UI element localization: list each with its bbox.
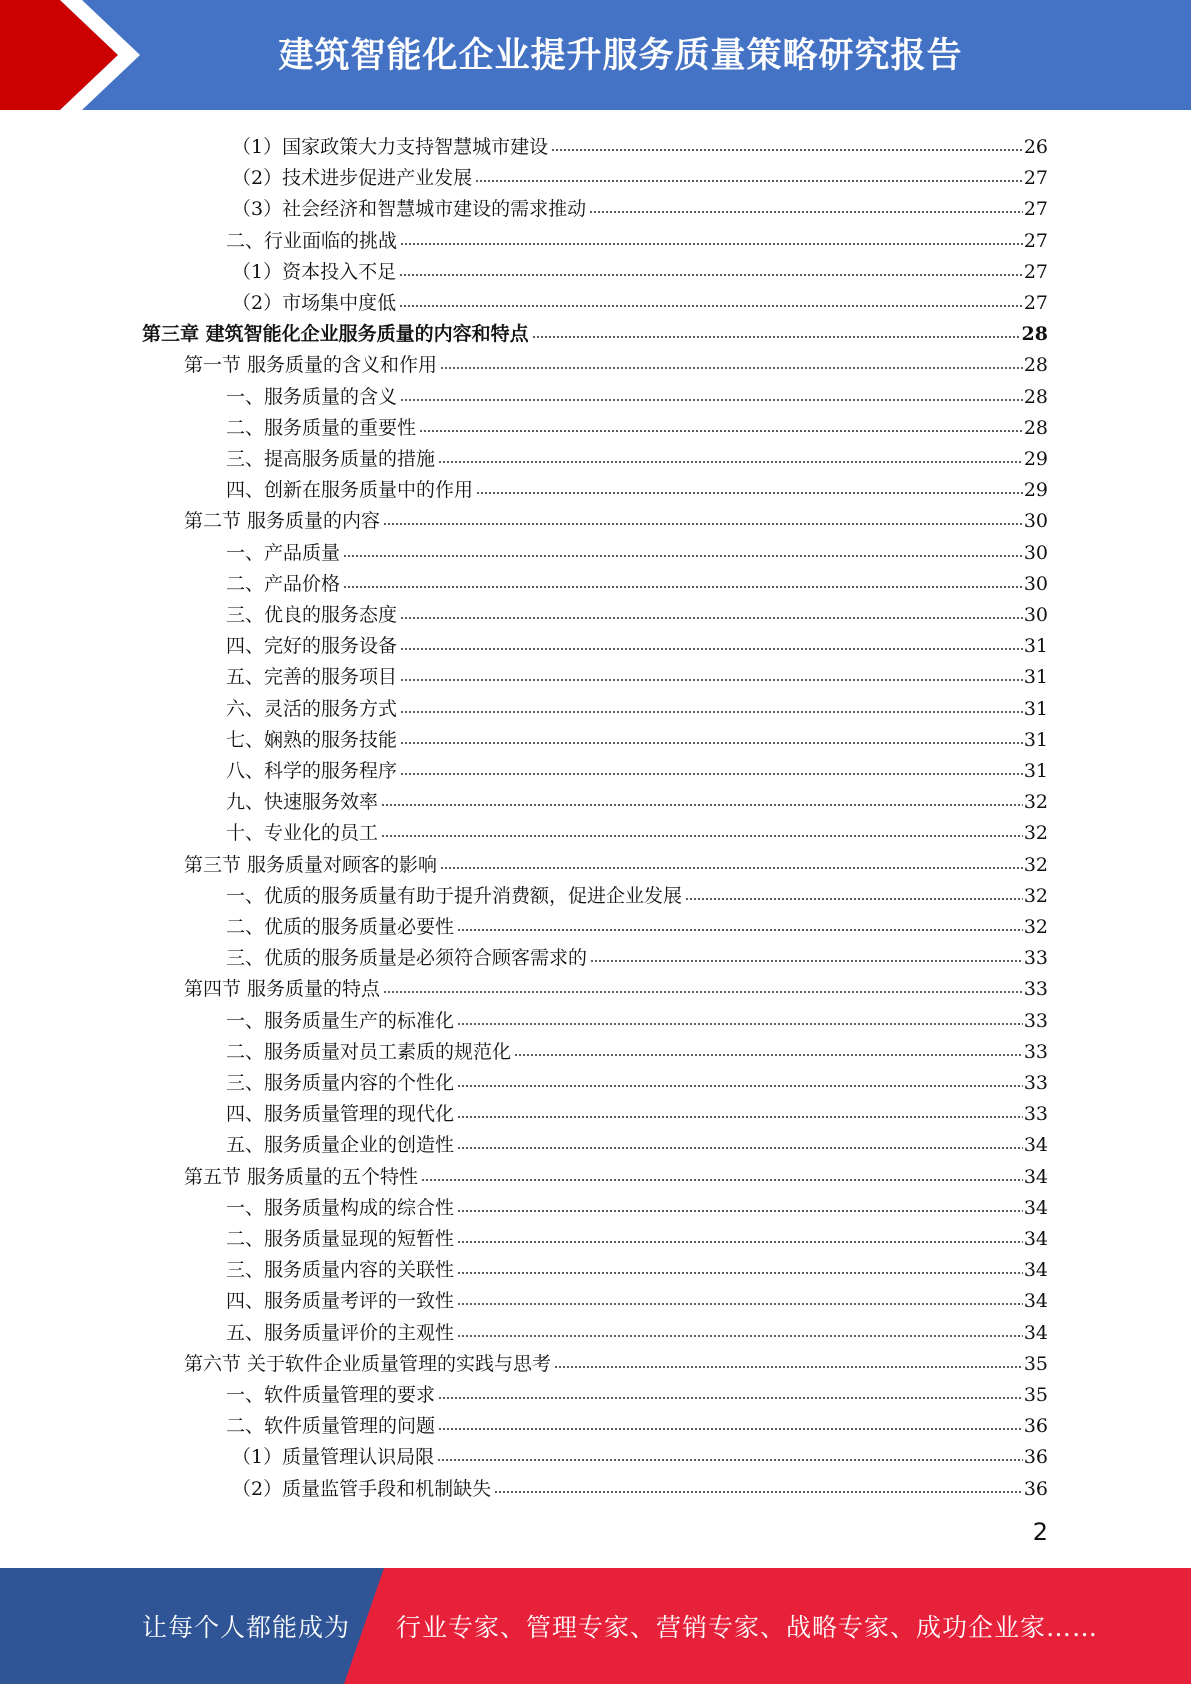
toc-section-entry[interactable] — [184, 846, 1048, 877]
toc-entry-label: 二、服务质量对员工素质的规范化 — [226, 1040, 512, 1063]
toc-entry-page: 33 — [1023, 1040, 1048, 1063]
toc-entry-page: 31 — [1023, 728, 1048, 751]
footer-slogan-left: 让每个人都能成为 — [142, 1613, 351, 1642]
toc-entry-label: 二、产品价格 — [226, 572, 341, 595]
toc-entry[interactable] — [226, 596, 1048, 627]
toc-entry-label: 一、产品质量 — [226, 541, 341, 564]
toc-entry-label: 第三节 服务质量对顾客的影响 — [184, 853, 438, 876]
toc-entry[interactable] — [226, 1220, 1048, 1251]
toc-dot-leader — [400, 241, 1023, 247]
toc-entry-label: 一、软件质量管理的要求 — [226, 1384, 436, 1406]
toc-entry-page: 33 — [1023, 1009, 1048, 1032]
toc-entry[interactable] — [226, 1251, 1048, 1282]
toc-dot-leader — [457, 1270, 1023, 1276]
toc-dot-leader — [457, 1083, 1023, 1089]
toc-entry[interactable] — [226, 1314, 1048, 1345]
toc-entry[interactable] — [226, 814, 1048, 845]
toc-dot-leader — [438, 1395, 1023, 1401]
toc-dot-leader — [400, 646, 1023, 652]
toc-entry-label: （1）国家政策大力支持智慧城市建设 — [232, 136, 549, 158]
toc-entry-label: 三、服务质量内容的关联性 — [226, 1259, 455, 1282]
toc-entry-label: （3）社会经济和智慧城市建设的需求推动 — [232, 198, 587, 221]
report-title: 建筑智能化企业提升服务质量策略研究报告 — [278, 36, 963, 76]
toc-entry[interactable] — [226, 1126, 1048, 1157]
toc-entry-label: 五、服务质量评价的主观性 — [226, 1321, 455, 1344]
toc-dot-leader — [343, 584, 1023, 590]
toc-entry[interactable] — [232, 190, 1048, 221]
toc-entry-label: 六、灵活的服务方式 — [226, 697, 398, 720]
toc-dot-leader — [343, 553, 1023, 559]
page-header — [0, 0, 1191, 110]
toc-entry-page: 34 — [1023, 1165, 1048, 1188]
toc-entry[interactable] — [226, 1064, 1048, 1095]
header-chevron-decoration — [0, 0, 150, 110]
toc-dot-leader — [421, 1177, 1023, 1183]
toc-dot-leader — [551, 147, 1023, 153]
toc-dot-leader — [589, 209, 1023, 215]
toc-entry[interactable] — [226, 471, 1048, 502]
toc-entry-page: 30 — [1023, 510, 1048, 533]
toc-dot-leader — [457, 1239, 1023, 1245]
toc-entry-label: 四、服务质量考评的一致性 — [226, 1290, 455, 1313]
toc-entry-label: 四、服务质量管理的现代化 — [226, 1103, 455, 1126]
toc-entry[interactable] — [226, 1002, 1048, 1033]
toc-entry[interactable] — [226, 1407, 1048, 1438]
toc-entry-page: 29 — [1023, 479, 1048, 502]
toc-entry-label: 九、快速服务效率 — [226, 791, 379, 814]
toc-entry-page: 28 — [1023, 385, 1048, 408]
toc-entry-label: （2）技术进步促进产业发展 — [232, 167, 473, 190]
toc-entry-page: 27 — [1023, 292, 1048, 314]
toc-entry[interactable] — [226, 1189, 1048, 1220]
toc-dot-leader — [400, 709, 1023, 715]
toc-entry-page: 33 — [1023, 947, 1048, 970]
toc-dot-leader — [438, 1426, 1023, 1432]
toc-entry[interactable] — [226, 752, 1048, 783]
toc-entry-label: 二、服务质量的重要性 — [226, 416, 417, 439]
toc-entry-page: 27 — [1023, 260, 1048, 283]
toc-entry-page: 28 — [1021, 323, 1048, 346]
toc-dot-leader — [400, 677, 1023, 683]
toc-entry-page: 32 — [1023, 822, 1048, 845]
toc-entry-label: 三、提高服务质量的措施 — [226, 448, 436, 470]
toc-entry-page: 34 — [1023, 1196, 1048, 1219]
toc-entry-page: 33 — [1023, 1072, 1048, 1094]
toc-entry-page: 26 — [1023, 136, 1048, 158]
toc-entry-label: （1）资本投入不足 — [232, 260, 397, 283]
toc-section-entry[interactable] — [184, 502, 1048, 533]
toc-entry[interactable] — [232, 1470, 1048, 1501]
toc-entry-page: 27 — [1023, 167, 1048, 190]
toc-entry[interactable] — [226, 378, 1048, 409]
toc-entry-label: 二、优质的服务质量必要性 — [226, 916, 455, 938]
toc-entry[interactable] — [226, 1282, 1048, 1313]
toc-entry-page: 34 — [1023, 1134, 1048, 1157]
toc-entry-label: 四、创新在服务质量中的作用 — [226, 479, 474, 502]
toc-entry-page: 30 — [1023, 604, 1048, 626]
toc-entry-label: 第五节 服务质量的五个特性 — [184, 1165, 419, 1188]
toc-entry[interactable] — [232, 1438, 1048, 1469]
toc-section-entry[interactable] — [184, 346, 1048, 377]
toc-entry-page: 31 — [1023, 697, 1048, 720]
toc-entry-label: 一、服务质量生产的标准化 — [226, 1009, 455, 1032]
toc-entry[interactable] — [226, 1095, 1048, 1126]
toc-dot-leader — [440, 865, 1023, 871]
toc-dot-leader — [685, 896, 1023, 902]
toc-dot-leader — [440, 365, 1023, 371]
toc-entry-page: 31 — [1023, 760, 1048, 782]
toc-entry-label: 二、行业面临的挑战 — [226, 229, 398, 252]
toc-dot-leader — [381, 802, 1023, 808]
toc-entry-label: 第三章 建筑智能化企业服务质量的内容和特点 — [142, 323, 529, 346]
toc-entry-page: 36 — [1023, 1415, 1048, 1438]
toc-section-entry[interactable] — [184, 1158, 1048, 1189]
toc-entry-page: 35 — [1023, 1384, 1048, 1406]
toc-entry-label: 十、专业化的员工 — [226, 822, 379, 845]
toc-dot-leader — [438, 459, 1023, 465]
toc-entry-label: 一、优质的服务质量有助于提升消费额，促进企业发展 — [226, 884, 683, 907]
toc-entry[interactable] — [232, 284, 1048, 315]
toc-entry[interactable] — [226, 534, 1048, 565]
toc-entry-page: 27 — [1023, 229, 1048, 252]
toc-entry-page: 35 — [1023, 1352, 1048, 1375]
toc-entry-page: 34 — [1023, 1321, 1048, 1344]
page-footer — [0, 1568, 1191, 1684]
toc-entry-label: 七、娴熟的服务技能 — [226, 728, 398, 751]
toc-entry[interactable] — [226, 877, 1048, 908]
red-block — [0, 0, 118, 110]
toc-entry[interactable] — [226, 565, 1048, 596]
toc-dot-leader — [399, 272, 1023, 278]
toc-dot-leader — [400, 397, 1023, 403]
toc-entry-label: 第二节 服务质量的内容 — [184, 510, 381, 533]
toc-entry[interactable] — [226, 783, 1048, 814]
toc-entry-page: 31 — [1023, 635, 1048, 658]
toc-dot-leader — [554, 1364, 1023, 1370]
toc-entry-page: 36 — [1023, 1477, 1048, 1500]
toc-entry-label: （1）质量管理认识局限 — [232, 1446, 435, 1469]
page-number: 2 — [1032, 1518, 1048, 1546]
toc-entry[interactable] — [226, 690, 1048, 721]
toc-entry-page: 30 — [1023, 541, 1048, 564]
toc-section-entry[interactable] — [184, 970, 1048, 1001]
toc-entry-page: 34 — [1023, 1290, 1048, 1313]
toc-entry-page: 29 — [1023, 448, 1048, 470]
toc-entry-label: 二、软件质量管理的问题 — [226, 1415, 436, 1438]
toc-dot-leader — [457, 1333, 1023, 1339]
toc-entry-page: 28 — [1023, 416, 1048, 439]
toc-entry-label: （2）市场集中度低 — [232, 292, 397, 314]
toc-entry-page: 32 — [1023, 916, 1048, 938]
toc-entry[interactable] — [226, 1376, 1048, 1407]
toc-dot-leader — [457, 1145, 1023, 1151]
toc-dot-leader — [494, 1489, 1023, 1495]
toc-entry-page: 33 — [1023, 1103, 1048, 1126]
toc-dot-leader — [381, 833, 1023, 839]
toc-entry-label: （2）质量监管手段和机制缺失 — [232, 1477, 492, 1500]
toc-dot-leader — [475, 178, 1023, 184]
toc-entry-page: 31 — [1023, 666, 1048, 689]
toc-entry-page: 36 — [1023, 1446, 1048, 1469]
toc-chapter-entry[interactable] — [142, 315, 1048, 346]
toc-entry-label: 二、服务质量显现的短暂性 — [226, 1228, 455, 1250]
toc-dot-leader — [457, 927, 1023, 933]
toc-entry-label: 四、完好的服务设备 — [226, 635, 398, 658]
toc-entry-page: 30 — [1023, 572, 1048, 595]
toc-entry[interactable] — [226, 939, 1048, 970]
toc-dot-leader — [514, 1052, 1023, 1058]
toc-entry[interactable] — [226, 440, 1048, 471]
toc-dot-leader — [419, 428, 1023, 434]
toc-entry-label: 第四节 服务质量的特点 — [184, 978, 381, 1001]
toc-entry-page: 32 — [1023, 791, 1048, 814]
toc-dot-leader — [457, 1114, 1023, 1120]
toc-entry[interactable] — [226, 658, 1048, 689]
toc-entry-label: 五、服务质量企业的创造性 — [226, 1134, 455, 1157]
toc-dot-leader — [457, 1301, 1023, 1307]
toc-dot-leader — [400, 615, 1023, 621]
toc-dot-leader — [399, 303, 1023, 309]
toc-dot-leader — [383, 989, 1023, 995]
toc-entry-label: 一、服务质量的含义 — [226, 385, 398, 408]
toc-entry-label: 第一节 服务质量的含义和作用 — [184, 354, 438, 377]
toc-entry[interactable] — [226, 409, 1048, 440]
toc-entry-page: 27 — [1023, 198, 1048, 221]
toc-entry-page: 34 — [1023, 1228, 1048, 1250]
toc-dot-leader — [437, 1457, 1023, 1463]
toc-entry-label: 第六节 关于软件企业质量管理的实践与思考 — [184, 1352, 552, 1375]
toc-section-entry[interactable] — [184, 1345, 1048, 1376]
toc-entry[interactable] — [226, 908, 1048, 939]
toc-entry[interactable] — [226, 222, 1048, 253]
toc-entry[interactable] — [232, 128, 1048, 159]
toc-entry-page: 32 — [1023, 884, 1048, 907]
toc-entry-label: 一、服务质量构成的综合性 — [226, 1196, 455, 1219]
toc-entry-page: 32 — [1023, 853, 1048, 876]
toc-dot-leader — [457, 1021, 1023, 1027]
toc-entry-label: 八、科学的服务程序 — [226, 760, 398, 782]
toc-entry-page: 28 — [1023, 354, 1048, 377]
toc-dot-leader — [476, 490, 1023, 496]
toc-dot-leader — [383, 521, 1023, 527]
toc-entry[interactable] — [232, 253, 1048, 284]
toc-dot-leader — [400, 740, 1023, 746]
toc-dot-leader — [532, 334, 1021, 340]
toc-entry-page: 34 — [1023, 1259, 1048, 1282]
footer-slogan-right: 行业专家、管理专家、营销专家、战略专家、成功企业家…… — [396, 1613, 1099, 1642]
toc-entry-label: 三、服务质量内容的个性化 — [226, 1072, 455, 1094]
toc-entry-page: 33 — [1023, 978, 1048, 1001]
toc-entry[interactable] — [226, 1033, 1048, 1064]
toc-dot-leader — [590, 958, 1023, 964]
toc-entry[interactable] — [232, 159, 1048, 190]
toc-entry[interactable] — [226, 627, 1048, 658]
toc-entry-label: 三、优良的服务态度 — [226, 604, 398, 626]
toc-entry-label: 三、优质的服务质量是必须符合顾客需求的 — [226, 947, 588, 970]
toc-entry[interactable] — [226, 721, 1048, 752]
toc-entry-label: 五、完善的服务项目 — [226, 666, 398, 689]
toc-dot-leader — [457, 1208, 1023, 1214]
toc-dot-leader — [400, 771, 1023, 777]
